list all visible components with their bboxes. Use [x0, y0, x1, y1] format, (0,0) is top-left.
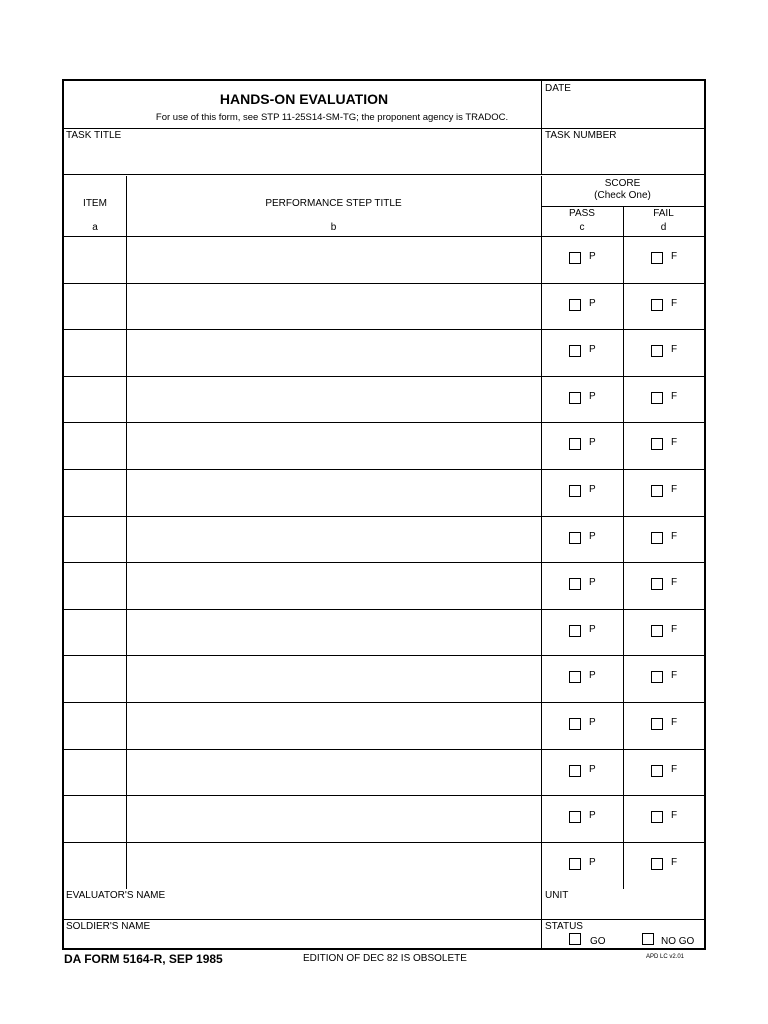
item-field[interactable] — [65, 750, 125, 794]
fail-checkbox[interactable] — [651, 532, 663, 544]
fail-checkbox[interactable] — [651, 578, 663, 590]
performance-step-field[interactable] — [128, 796, 539, 840]
no-go-checkbox[interactable] — [642, 933, 654, 945]
performance-step-field[interactable] — [128, 470, 539, 514]
table-row — [64, 329, 704, 376]
fail-mark: F — [671, 484, 678, 495]
pass-checkbox[interactable] — [569, 485, 581, 497]
soldier-name-label: SOLDIER'S NAME — [66, 921, 151, 932]
pass-checkbox[interactable] — [569, 578, 581, 590]
unit-label: UNIT — [545, 890, 569, 901]
item-field[interactable] — [65, 470, 125, 514]
step-header: PERFORMANCE STEP TITLE — [265, 198, 402, 209]
step-letter: b — [330, 222, 337, 233]
evaluation-form — [62, 79, 706, 950]
pass-mark: P — [589, 717, 596, 728]
pass-checkbox[interactable] — [569, 532, 581, 544]
score-subheader-divider — [541, 206, 704, 207]
item-header: ITEM — [83, 198, 107, 209]
fail-checkbox[interactable] — [651, 671, 663, 683]
fail-mark: F — [671, 577, 678, 589]
form-title: HANDS-ON EVALUATION — [219, 91, 389, 107]
fail-mark: F — [671, 437, 678, 449]
pass-letter: c — [579, 222, 585, 233]
fail-checkbox[interactable] — [651, 392, 663, 404]
performance-step-field[interactable] — [128, 703, 539, 747]
header-divider — [64, 128, 704, 129]
task-title-label: TASK TITLE — [66, 130, 122, 141]
version-note: APD LC v2.01 — [646, 954, 685, 960]
date-label: DATE — [545, 83, 571, 94]
table-row — [64, 842, 704, 889]
go-label: GO — [590, 936, 606, 947]
pass-checkbox[interactable] — [569, 392, 581, 404]
item-field[interactable] — [65, 423, 125, 467]
pass-checkbox[interactable] — [569, 811, 581, 823]
pass-mark: P — [589, 251, 596, 262]
form-subtitle: For use of this form, see STP 11-25S14-SM-TG; the proponent agency is TRADOC. — [155, 112, 509, 123]
pass-mark: P — [589, 670, 596, 682]
pass-mark: P — [589, 437, 596, 449]
fail-mark: F — [671, 297, 678, 309]
pass-checkbox[interactable] — [569, 299, 581, 311]
pass-mark: P — [589, 577, 596, 589]
fail-checkbox[interactable] — [651, 625, 663, 637]
fail-header: FAIL — [653, 208, 674, 219]
table-row — [64, 236, 704, 283]
fail-letter: d — [660, 222, 667, 233]
table-row — [64, 283, 704, 330]
task-divider — [64, 174, 704, 175]
table-row — [64, 655, 704, 702]
performance-step-field[interactable] — [128, 563, 539, 607]
fail-checkbox[interactable] — [651, 718, 663, 730]
evaluator-name-label: EVALUATOR'S NAME — [66, 890, 166, 901]
performance-step-field[interactable] — [128, 237, 539, 281]
pass-checkbox[interactable] — [569, 252, 581, 264]
table-row — [64, 469, 704, 516]
pass-mark: P — [589, 297, 596, 309]
performance-step-field[interactable] — [128, 284, 539, 328]
pass-header: PASS — [569, 208, 595, 219]
fail-mark: F — [671, 717, 678, 728]
item-field[interactable] — [65, 796, 125, 840]
fail-mark: F — [671, 390, 678, 402]
item-field[interactable] — [65, 563, 125, 607]
item-field[interactable] — [65, 843, 125, 887]
pass-mark: P — [589, 623, 596, 635]
score-header: SCORE — [604, 178, 641, 189]
item-field[interactable] — [65, 610, 125, 654]
edition-note: EDITION OF DEC 82 IS OBSOLETE — [303, 953, 467, 964]
unit-field[interactable] — [542, 902, 702, 918]
pass-mark: P — [589, 530, 596, 542]
pass-checkbox[interactable] — [569, 718, 581, 730]
table-row — [64, 749, 704, 796]
fail-checkbox[interactable] — [651, 345, 663, 357]
table-row — [64, 562, 704, 609]
pass-checkbox[interactable] — [569, 438, 581, 450]
table-row — [64, 376, 704, 423]
fail-mark: F — [671, 623, 678, 635]
performance-step-field[interactable] — [128, 423, 539, 467]
pass-mark: P — [589, 344, 596, 356]
fail-mark: F — [671, 810, 678, 822]
status-label: STATUS — [545, 921, 583, 932]
table-row — [64, 795, 704, 842]
fail-mark: F — [671, 670, 678, 682]
item-field[interactable] — [65, 656, 125, 700]
table-row — [64, 422, 704, 469]
fail-mark: F — [671, 763, 678, 775]
fail-mark: F — [671, 856, 678, 868]
pass-checkbox[interactable] — [569, 625, 581, 637]
no-go-label: NO GO — [661, 936, 695, 947]
names-divider — [64, 919, 704, 920]
score-subheader: (Check One) — [594, 190, 651, 201]
fail-checkbox[interactable] — [651, 252, 663, 264]
item-letter: a — [92, 222, 98, 233]
performance-step-field[interactable] — [128, 377, 539, 421]
pass-mark: P — [589, 390, 596, 402]
fail-checkbox[interactable] — [651, 485, 663, 497]
pass-checkbox[interactable] — [569, 345, 581, 357]
go-checkbox[interactable] — [569, 933, 581, 945]
table-row — [64, 609, 704, 656]
item-field[interactable] — [65, 284, 125, 328]
pass-checkbox[interactable] — [569, 858, 581, 870]
fail-checkbox[interactable] — [651, 438, 663, 450]
table-row — [64, 516, 704, 563]
item-field[interactable] — [65, 377, 125, 421]
fail-checkbox[interactable] — [651, 858, 663, 870]
performance-step-field[interactable] — [128, 843, 539, 887]
item-field[interactable] — [65, 517, 125, 561]
task-title-field[interactable] — [66, 142, 539, 173]
fail-checkbox[interactable] — [651, 811, 663, 823]
table-row — [64, 702, 704, 749]
pass-checkbox[interactable] — [569, 671, 581, 683]
item-field[interactable] — [65, 330, 125, 374]
fail-checkbox[interactable] — [651, 765, 663, 777]
evaluator-name-field[interactable] — [66, 902, 539, 918]
performance-step-field[interactable] — [128, 517, 539, 561]
pass-mark: P — [589, 763, 596, 775]
pass-mark: P — [589, 856, 596, 868]
task-number-field[interactable] — [542, 142, 702, 173]
performance-step-field[interactable] — [128, 656, 539, 700]
fail-mark: F — [671, 530, 678, 542]
pass-mark: P — [589, 484, 596, 495]
item-field[interactable] — [65, 703, 125, 747]
performance-step-field[interactable] — [128, 330, 539, 374]
fail-mark: F — [671, 344, 678, 356]
task-number-label: TASK NUMBER — [545, 130, 617, 141]
performance-step-field[interactable] — [128, 610, 539, 654]
pass-mark: P — [589, 810, 596, 822]
fail-checkbox[interactable] — [651, 299, 663, 311]
performance-step-field[interactable] — [128, 750, 539, 794]
date-field[interactable] — [542, 95, 702, 127]
form-id: DA FORM 5164-R, SEP 1985 — [64, 952, 223, 966]
soldier-name-field[interactable] — [66, 933, 539, 948]
pass-checkbox[interactable] — [569, 765, 581, 777]
item-field[interactable] — [65, 237, 125, 281]
fail-mark: F — [671, 251, 678, 262]
